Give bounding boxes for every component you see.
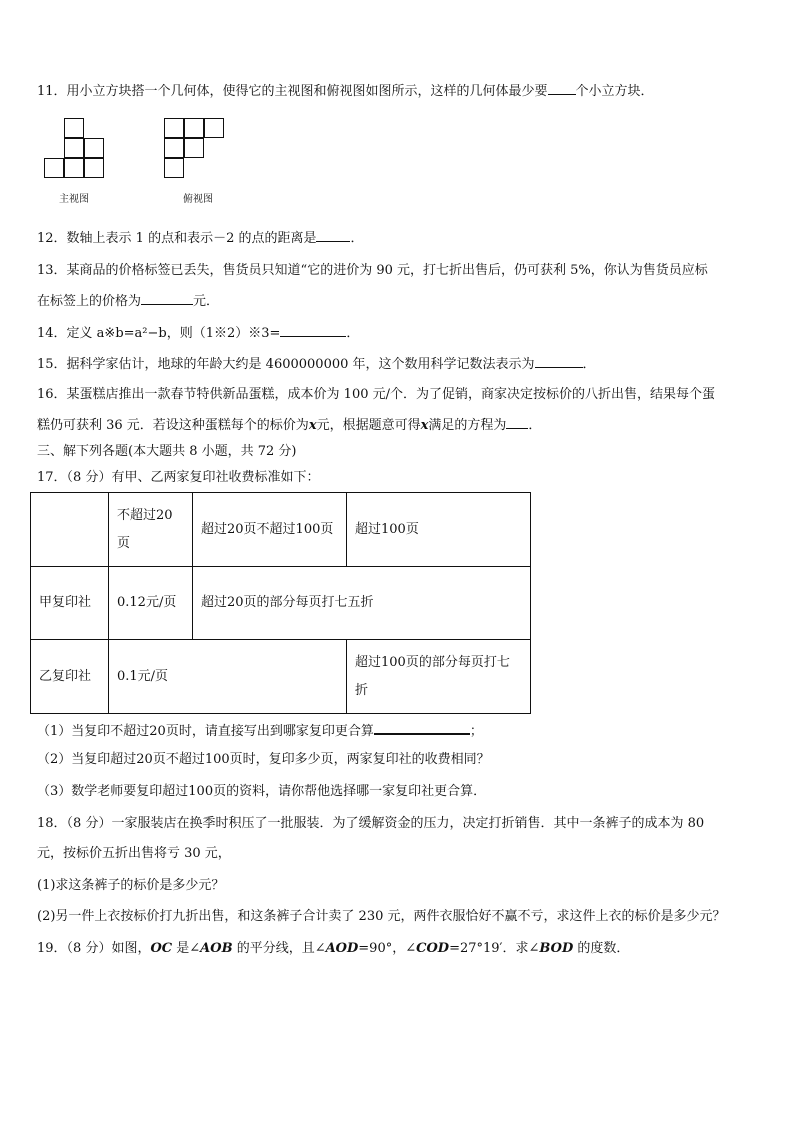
fee-table-header-cell	[347, 493, 531, 567]
q13-answer-blank[interactable]	[141, 292, 193, 305]
q11-text-before: 11．用小立方块搭一个几何体，使得它的主视图和俯视图如图所示，这样的几何体最少要	[37, 84, 548, 99]
q19-p6: 的度数．	[573, 941, 630, 956]
q19-cod: COD	[416, 941, 450, 956]
front-view-cell	[64, 138, 84, 158]
q15-text-before: 15．据科学家估计，地球的年龄大约是 4600000000 年，这个数用科学记数法表示为	[37, 357, 535, 372]
fee-table-row-yi	[31, 640, 531, 714]
q16-line2	[37, 416, 541, 435]
jia-base-price: 0.12元/页	[117, 595, 177, 610]
q14-text-after: ．	[346, 326, 360, 341]
top-view-cell	[164, 158, 184, 178]
q17-intro: 17．（8 分）有甲、乙两家复印社收费标准如下：	[37, 470, 320, 485]
q13-line2-after: 元．	[193, 294, 220, 309]
yi-shop-name: 乙复印社	[39, 668, 92, 684]
q11-text-after: 个小立方块．	[575, 84, 654, 99]
fee-table-header-row	[31, 493, 531, 567]
q18-sub2: (2)另一件上衣按标价打九折出售，和这条裤子合计卖了 230 元，两件衣服恰好不赢不亏，求这件上衣的标价是多少元？	[37, 909, 726, 924]
q16-line2-mid2: 满足的方程为	[428, 418, 507, 433]
fee-table-cell	[109, 640, 347, 714]
q19-p3: 的平分线，且∠	[232, 941, 326, 956]
q16-var-x-2: x	[420, 418, 429, 433]
q15-text-after: ．	[582, 357, 596, 372]
q13-line1: 13．某商品的价格标签已丢失，售货员只知道“它的进价为 90 元，打七折出售后，仍可获利 5%，你认为售货员应标	[37, 263, 708, 278]
front-view-cell	[64, 158, 84, 178]
q14-answer-blank[interactable]	[280, 324, 346, 337]
q18-line2: 元，按标价五折出售将亏 30 元，	[37, 846, 231, 861]
q12-text-after: ．	[350, 231, 364, 246]
top-view-cell	[184, 118, 204, 138]
fee-table-header-tier2: 超过20页不超过100页	[201, 521, 334, 537]
q12-text-before: 12．数轴上表示 1 的点和表示－2 的点的距离是	[37, 231, 317, 246]
top-view-cell	[204, 118, 224, 138]
q11-text	[37, 82, 654, 101]
q16-line1: 16．某蛋糕店推出一款春节特供新品蛋糕，成本价为 100 元/个．为了促销，商家决定按标价的八折出售，结果每个蛋	[37, 387, 716, 402]
top-view-cell	[184, 138, 204, 158]
fee-table-row-label	[31, 640, 109, 714]
top-view-figure	[164, 118, 230, 184]
fee-table-cell	[109, 567, 193, 640]
q17-sub1-after: ；	[469, 724, 483, 739]
fee-table-row-jia	[31, 567, 531, 640]
q15-answer-blank[interactable]	[535, 355, 583, 368]
fee-table-header-cell	[109, 493, 193, 567]
front-view-cell	[84, 138, 104, 158]
q16-line2-before: 糕仍可获利 36 元．若设这种蛋糕每个的标价为	[37, 418, 309, 433]
q19-p2: 是∠	[172, 941, 201, 956]
q15-text	[37, 355, 596, 374]
front-view-cell	[64, 118, 84, 138]
fee-table-corner-cell	[31, 493, 109, 567]
fee-table-header-tier1: 不超过20页	[117, 507, 173, 551]
fee-table-cell	[193, 567, 531, 640]
top-view-cell	[164, 118, 184, 138]
front-view-figure	[42, 118, 108, 184]
jia-discount-rule: 超过20页的部分每页打七五折	[201, 595, 374, 610]
q14-text-before: 14．定义 a※b=a²−b，则（1※2）※3=	[37, 326, 281, 341]
yi-base-price: 0.1元/页	[117, 668, 169, 684]
q12-text	[37, 229, 364, 248]
q17-sub1-answer-blank[interactable]	[374, 721, 470, 735]
q19-aod: AOD	[325, 941, 359, 956]
jia-shop-name: 甲复印社	[39, 595, 92, 610]
q17-sub1	[37, 721, 483, 741]
q19-p1: 19．（8 分）如图，	[37, 941, 151, 956]
q19-oc: OC	[150, 941, 173, 956]
q19-p5: =27°19′．求∠	[449, 941, 540, 956]
section-3-heading: 三、解下列各题(本大题共 8 小题，共 72 分)	[37, 444, 297, 459]
q19-bod: BOD	[539, 941, 574, 956]
q16-line2-after: ．	[528, 418, 542, 433]
q13-line2-before: 在标签上的价格为	[37, 294, 142, 309]
front-view-caption: 主视图	[59, 194, 89, 205]
q11-answer-blank[interactable]	[548, 82, 576, 95]
top-view-cell	[164, 138, 184, 158]
q18-sub1: (1)求这条裤子的标价是多少元？	[37, 878, 225, 893]
q13-line2	[37, 292, 219, 311]
fee-table-cell	[347, 640, 531, 714]
q19-text	[37, 940, 629, 958]
q14-text	[37, 324, 359, 343]
q19-p4: =90°，∠	[358, 941, 417, 956]
top-view-caption: 俯视图	[183, 194, 213, 205]
q16-line2-mid: 元，根据题意可得	[316, 418, 421, 433]
yi-discount-rule: 超过100页的部分每页打七折	[355, 654, 510, 698]
fee-table-row-label	[31, 567, 109, 640]
fee-table-header-tier3: 超过100页	[355, 521, 419, 537]
q19-aob: AOB	[200, 941, 233, 956]
q12-answer-blank[interactable]	[316, 229, 350, 242]
q16-answer-blank[interactable]	[506, 416, 528, 429]
q18-line1: 18．（8 分）一家服装店在换季时积压了一批服装．为了缓解资金的压力，决定打折销售．其中一条裤子的成本为 80	[37, 816, 705, 831]
fee-table-header-cell	[193, 493, 347, 567]
q17-sub1-before: （1）当复印不超过20页时，请直接写出到哪家复印更合算	[37, 724, 374, 739]
fee-table	[30, 492, 531, 714]
q16-var-x: x	[308, 418, 317, 433]
q17-sub2: （2）当复印超过20页不超过100页时，复印多少页，两家复印社的收费相同？	[37, 752, 490, 767]
front-view-cell	[44, 158, 64, 178]
q17-sub3: （3）数学老师要复印超过100页的资料，请你帮他选择哪一家复印社更合算．	[37, 784, 487, 799]
front-view-cell	[84, 158, 104, 178]
